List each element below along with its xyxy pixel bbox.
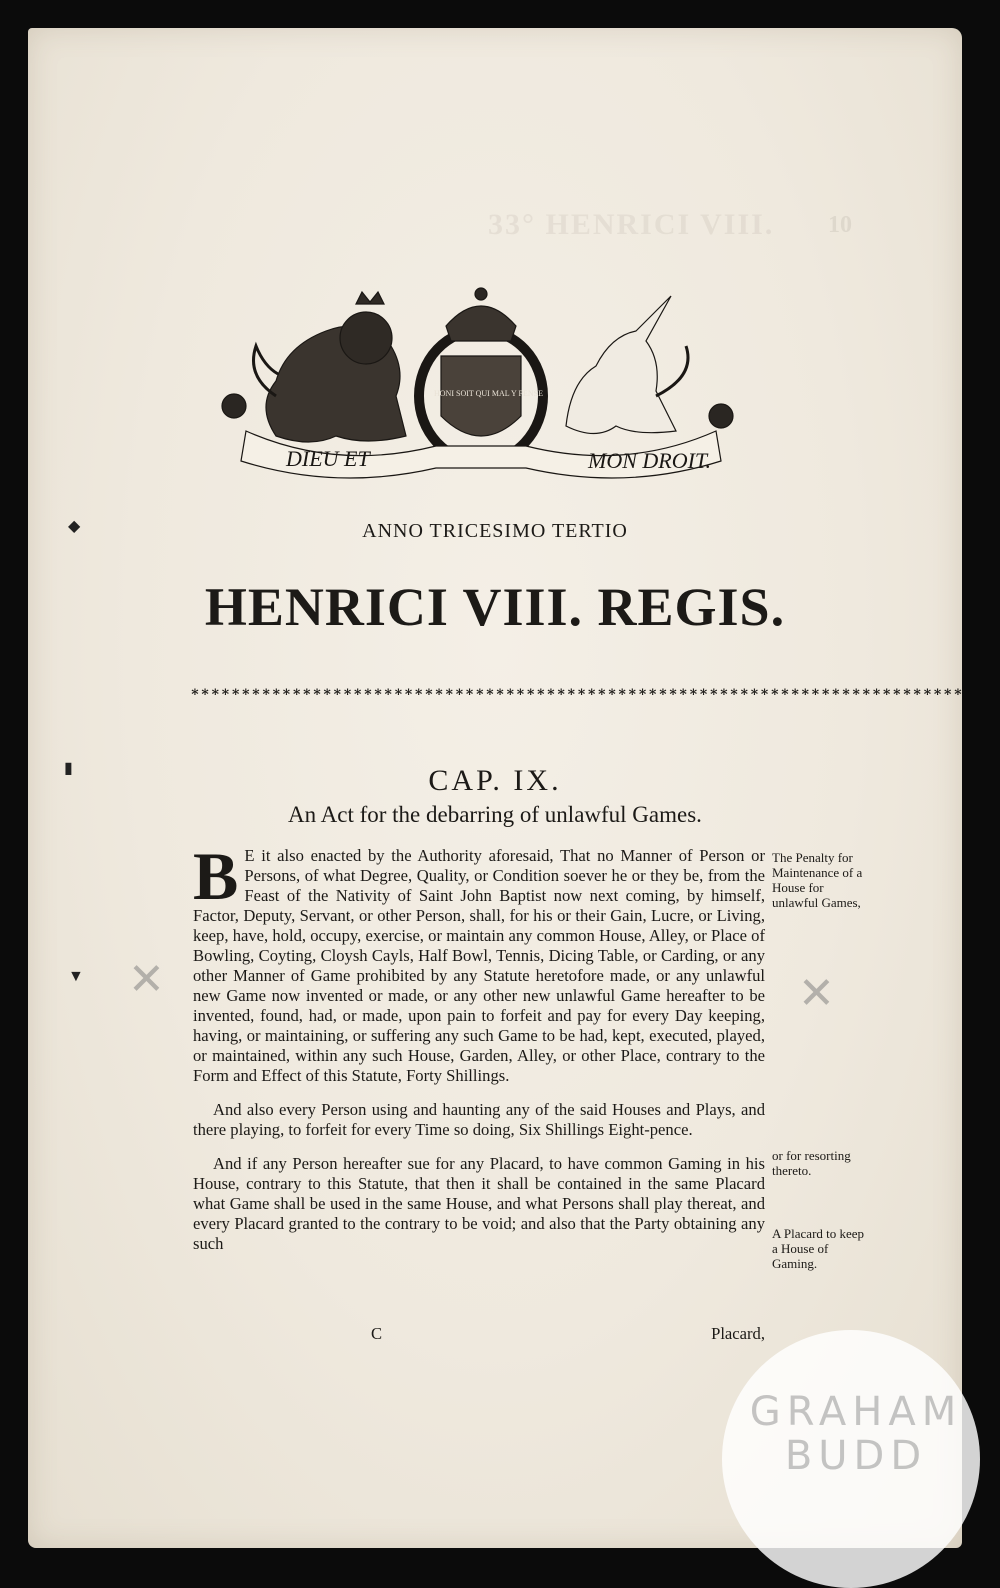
show-through-heading: 33° HENRICI VIII. (488, 208, 775, 241)
pencil-cross-icon: ✕ (798, 968, 835, 1019)
watermark-text (736, 1390, 976, 1478)
regnal-year-subtitle: ANNO TRICESIMO TERTIO (362, 520, 628, 542)
page-title: HENRICI VIII. REGIS. (204, 577, 786, 637)
paragraph-3: And if any Person hereafter sue for any Placard, to have common Gaming in his House, contrary to this Statute, that then it shall be contained in the same Placard what Game shall be used in the same House, and what Persons shall play thereat, and every Placard granted to the contrary to be void; and also that the Party obtaining any such (193, 1154, 765, 1253)
pencil-cross-icon: ✕ (128, 954, 165, 1005)
ornamental-rule: ∗∗∗∗∗∗∗∗∗∗∗∗∗∗∗∗∗∗∗∗∗∗∗∗∗∗∗∗∗∗∗∗∗∗∗∗∗∗∗∗∗∗∗∗∗∗∗∗∗∗∗∗∗∗∗∗∗∗∗∗∗∗∗∗∗∗∗∗∗∗∗∗∗∗∗∗ (190, 685, 964, 700)
royal-coat-of-arms-icon (216, 286, 746, 486)
watermark-line-2: BUDD (784, 1433, 928, 1479)
chapter-heading: CAP. IX. (428, 764, 562, 797)
document-page (28, 28, 962, 1548)
margin-note-placard: A Placard to keep a House of Gaming. (772, 1226, 865, 1271)
watermark-line-1: GRAHAM (749, 1389, 963, 1435)
motto-right: MON DROIT. (588, 448, 712, 473)
show-through-page-number: 10 (828, 212, 852, 238)
catchword: Placard, (711, 1324, 765, 1343)
signature-mark: C (371, 1324, 383, 1343)
margin-note-resorting: or for resorting thereto. (772, 1148, 851, 1178)
statute-text (193, 838, 765, 1268)
garter-motto: HONI SOIT QUI MAL Y PENSE (434, 389, 543, 398)
margin-pin-mark-icon: ◆ (68, 518, 81, 535)
margin-pin-mark-icon: ▼ (68, 968, 84, 985)
margin-pin-mark-icon: ▮ (64, 760, 73, 777)
margin-note-penalty: The Penalty for Maintenance of a House for unlawful Games, (772, 850, 863, 910)
paragraph-1 (193, 838, 765, 1086)
paragraph-1-text: E it also enacted by the Authority aforesaid, That no Manner of Person or Persons, of what Degree, Quality, or Condition soever he or they be, from the Feast of the Nativity of Saint John Baptist now next coming, by himself, Factor, Deputy, Servant, or other Person, shall, for his or their Gain, Lucre, or Living, keep, have, hold, occupy, exercise, or maintain any common House, Alley, or Place of Bowling, Coyting, Cloysh Cayls, Half Bowl, Tennis, Dicing Table, or Carding, or any other Manner of Game prohibited by any Statute heretofore made, or any unlawful new Game now invented or made, or any other new unlawful Game hereafter to be invented, found, had, or made, upon pain to forfeit and pay for every Day keeping, having, or maintaining, or suffering any such Game to be had, kept, executed, played, or maintained, within any such House, Garden, Alley, or other Place, contrary to the Form and Effect of this Statute, Forty Shillings. (193, 846, 765, 1085)
paragraph-2: And also every Person using and haunting any of the said Houses and Plays, and there playing, to forfeit for every Time so doing, Six Shillings Eight-pence. (193, 1100, 765, 1139)
drop-cap: B (193, 838, 239, 914)
act-title: An Act for the debarring of unlawful Games. (288, 802, 702, 827)
motto-left: DIEU ET (286, 446, 370, 471)
